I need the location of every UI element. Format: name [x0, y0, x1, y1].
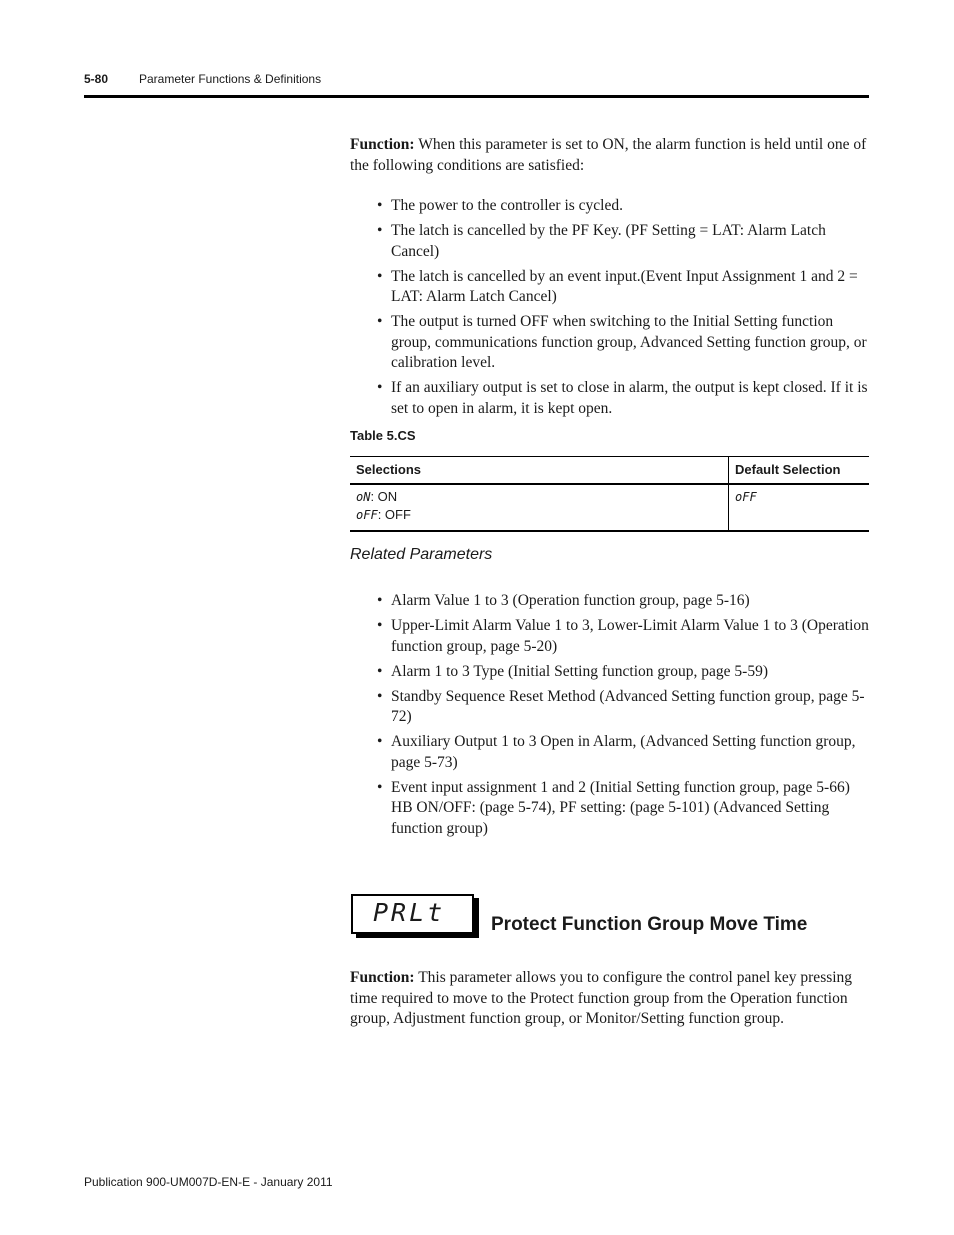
- list-item: • If an auxiliary output is set to close in alarm, the output is kept closed. If it is set to open in alarm, it is kept open.: [377, 379, 868, 417]
- publication-footer: Publication 900-UM007D-EN-E - January 2011: [84, 1175, 333, 1189]
- selection-table: [350, 456, 869, 532]
- default-cell: [729, 484, 870, 531]
- list-item: • Upper-Limit Alarm Value 1 to 3, Lower-Limit Alarm Value 1 to 3 (Operation function group, page 5-20): [377, 617, 869, 655]
- list-item: • Standby Sequence Reset Method (Advanced Setting function group, page 5-72): [377, 687, 865, 725]
- section-title: Parameter Functions & Definitions: [139, 72, 322, 86]
- parameter-title: Protect Function Group Move Time: [491, 914, 808, 935]
- display-code: oN: [356, 490, 371, 504]
- table-row: [350, 484, 869, 531]
- table-header-default: Default Selection: [729, 457, 870, 485]
- selections-cell: oN: ON oFF: OFF: [350, 484, 729, 531]
- function-text: When this parameter is set to ON, the alarm function is held until one of the following conditions are satisfied:: [350, 136, 867, 174]
- parameter-display-code: PRLt: [373, 898, 446, 927]
- function-text: This parameter allows you to configure the control panel key pressing time required to move to the Protect function group from the Operation function group, Adjustment function group, or Monitor/Setting function group.: [350, 969, 853, 1027]
- table-caption: Table 5.CS: [350, 428, 416, 443]
- table-header-selections: Selections: [350, 457, 729, 485]
- display-code: oFF: [356, 508, 378, 522]
- function-label: Function:: [350, 136, 415, 153]
- function-paragraph: [350, 135, 869, 176]
- list-item: • The output is turned OFF when switching to the Initial Setting function group, communications function group, Advanced Setting function group, or calibration level.: [377, 313, 867, 371]
- list-item: • Auxiliary Output 1 to 3 Open in Alarm, (Advanced Setting function group, page 5-73): [377, 733, 856, 771]
- header-rule: [84, 95, 869, 98]
- related-heading: Related Parameters: [350, 546, 493, 563]
- list-item: • The latch is cancelled by an event input.(Event Input Assignment 1 and 2 = LAT: Alarm Latch Cancel): [377, 267, 858, 305]
- page-header: [84, 72, 322, 86]
- list-item: • Alarm Value 1 to 3 (Operation function group, page 5-16): [377, 592, 750, 609]
- condition-list: [350, 196, 869, 424]
- list-item: • Event input assignment 1 and 2 (Initial Setting function group, page 5-66) HB ON/OFF: (page 5-74), PF setting: (page 5-101) (Advanced Setting function group): [377, 778, 850, 837]
- list-item: • The power to the controller is cycled.: [377, 197, 623, 214]
- list-item: • The latch is cancelled by the PF Key. (PF Setting = LAT: Alarm Latch Cancel): [377, 222, 826, 260]
- related-list: [350, 591, 869, 844]
- list-item: • Alarm 1 to 3 Type (Initial Setting function group, page 5-59): [377, 662, 769, 680]
- page-number: 5-80: [84, 72, 109, 86]
- function-label: Function:: [350, 969, 415, 986]
- parameter-display-box: [351, 894, 474, 934]
- display-code: oFF: [735, 490, 757, 504]
- function2-paragraph: [350, 968, 869, 1030]
